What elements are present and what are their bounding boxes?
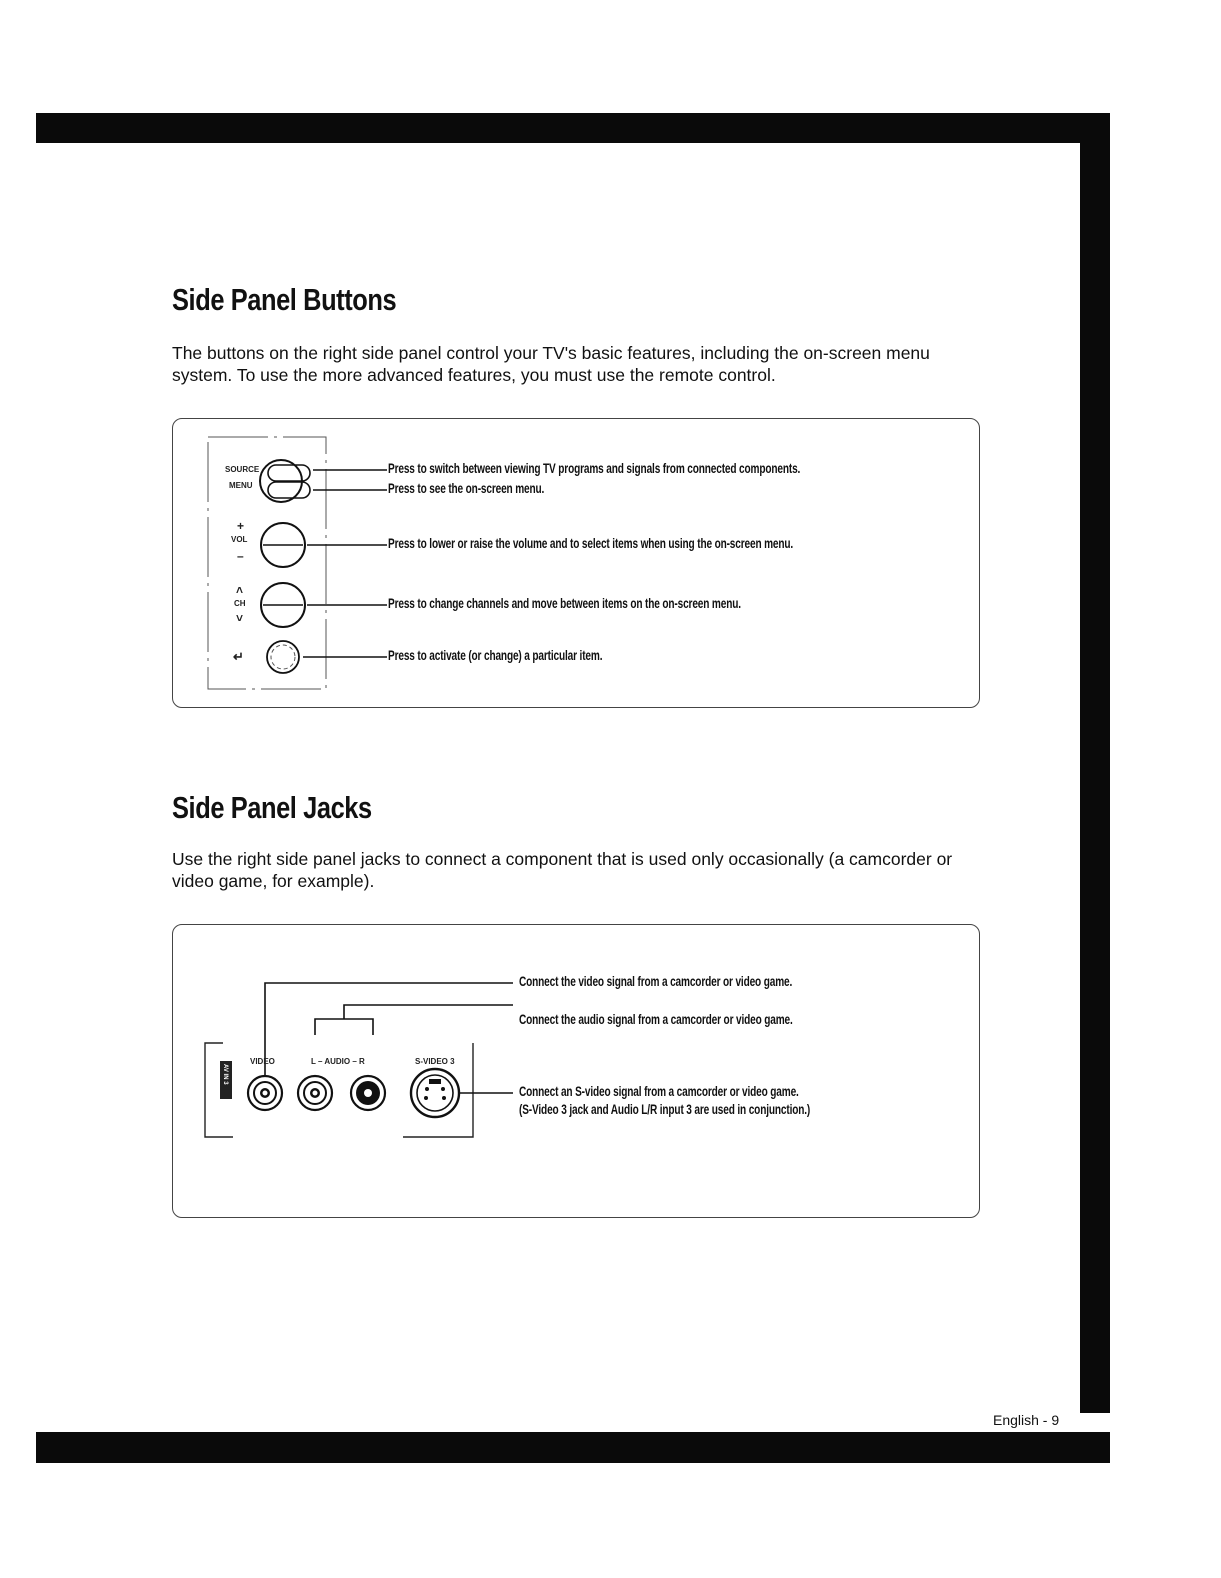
svideo-callout-line1: Connect an S-video signal from a camcorder or video game. (519, 1083, 799, 1099)
jacks-section-intro: Use the right side panel jacks to connect a component that is used only occasionally (a camcorder or video game, for example). (172, 849, 953, 891)
right-border-bar (1080, 113, 1110, 1413)
buttons-section-title: Side Panel Buttons (172, 282, 397, 317)
bottom-border-bar (36, 1432, 1110, 1463)
menu-callout: Press to see the on-screen menu. (388, 480, 545, 496)
top-border-bar (36, 113, 1110, 143)
enter-callout: Press to activate (or change) a particular item. (388, 647, 603, 663)
menu-button-label: MENU (229, 481, 253, 490)
buttons-section-intro: The buttons on the right side panel control your TV's basic features, including the on-screen menu system. To use the more advanced features, you must use the remote control. (172, 343, 930, 385)
s-video-jack-label: S-VIDEO 3 (415, 1057, 455, 1066)
enter-icon: ↵ (233, 649, 244, 664)
jacks-panel-diagram (173, 925, 979, 1217)
vol-minus-label: – (237, 549, 244, 563)
video-callout: Connect the video signal from a camcorder or video game. (519, 973, 793, 989)
av-in-label: AV IN 3 (222, 1064, 228, 1085)
ch-up-label: ˄ (236, 583, 244, 597)
audio-jack-label: L – AUDIO – R (311, 1057, 365, 1066)
audio-right-jack[interactable] (351, 1076, 385, 1110)
source-callout: Press to switch between viewing TV programs and signals from connected components. (388, 460, 801, 476)
jacks-panel (172, 924, 980, 1218)
buttons-panel (172, 418, 980, 708)
volume-callout: Press to lower or raise the volume and to select items when using the on-screen menu. (388, 535, 794, 551)
page-number: English - 9 (993, 1412, 1060, 1428)
ch-label: CH (234, 599, 246, 608)
vol-label: VOL (231, 535, 248, 544)
channel-callout: Press to change channels and move between items on the on-screen menu. (388, 595, 741, 611)
enter-button[interactable] (267, 641, 299, 673)
ch-down-label: ˅ (236, 611, 244, 625)
audio-left-jack[interactable] (298, 1076, 332, 1110)
svideo-callout-line2: (S-Video 3 jack and Audio L/R input 3 are used in conjunction.) (519, 1101, 811, 1117)
video-jack-label: VIDEO (250, 1057, 275, 1066)
source-button-label: SOURCE (225, 465, 260, 474)
audio-callout: Connect the audio signal from a camcorder or video game. (519, 1011, 793, 1027)
video-jack[interactable] (248, 1076, 282, 1110)
vol-plus-label: + (237, 519, 245, 533)
s-video-jack[interactable] (411, 1069, 459, 1117)
jacks-section-title: Side Panel Jacks (172, 790, 372, 825)
